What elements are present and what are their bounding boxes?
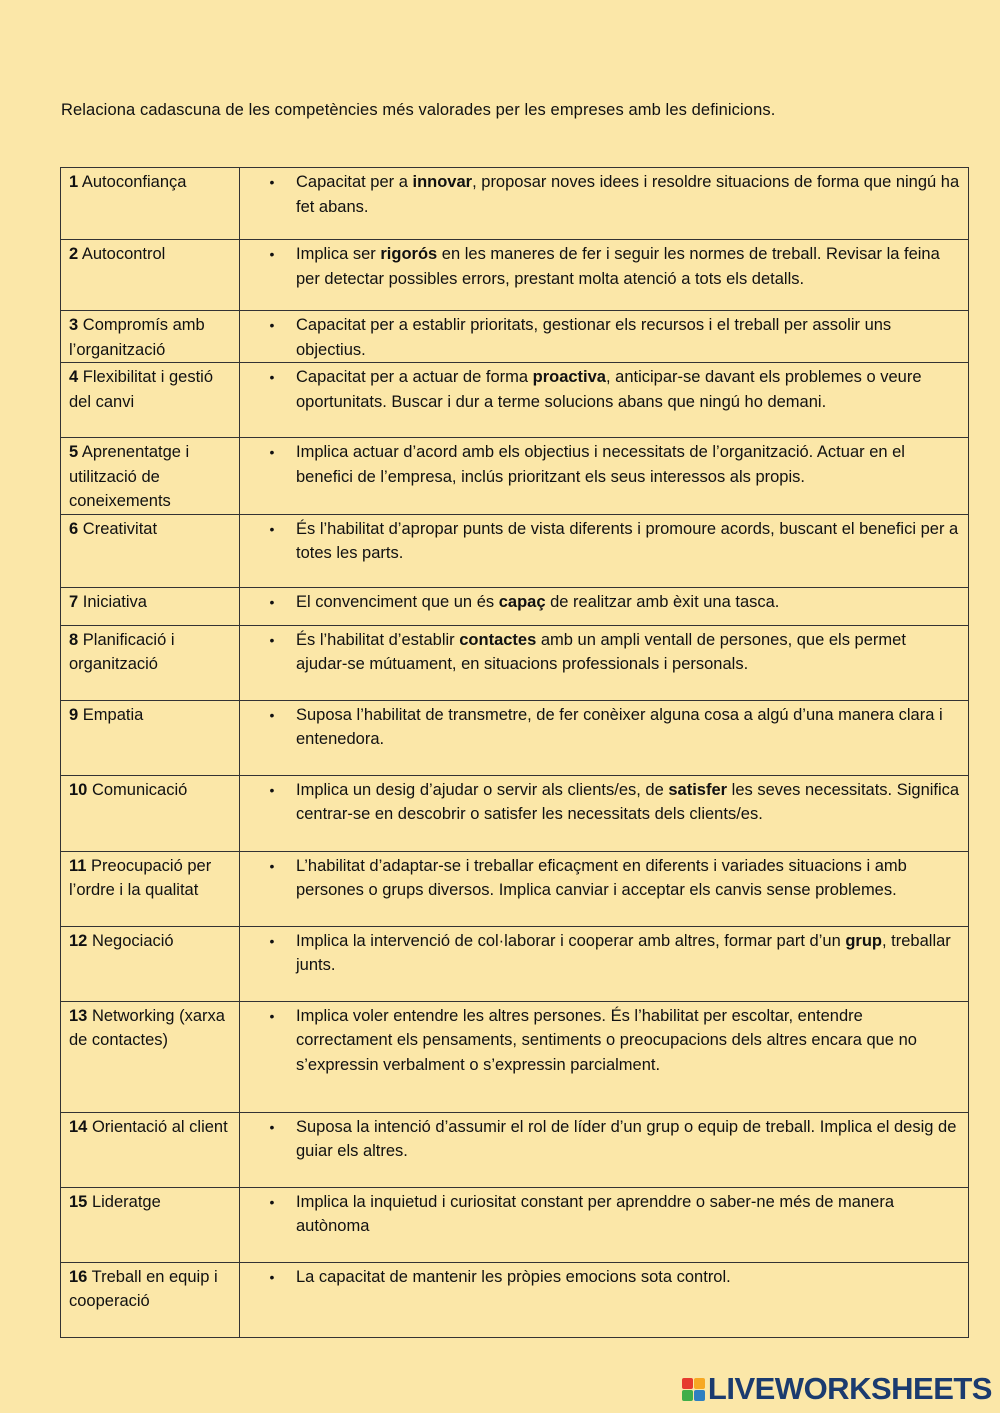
table-row (61, 1112, 969, 1187)
definition-text (296, 1115, 960, 1164)
definition-text (296, 929, 960, 978)
definition-cell (240, 311, 969, 363)
definition-text (296, 703, 960, 752)
competency-cell (61, 1112, 240, 1187)
competency-number: 16 (69, 1267, 88, 1286)
bullet-icon: • (269, 174, 275, 190)
competency-cell (61, 926, 240, 1001)
competency-name: Comunicació (91, 780, 188, 799)
competency-number: 4 (69, 368, 79, 386)
competency-name: Preocupació per l’ordre i la qualitat (69, 856, 212, 899)
table-row (61, 1262, 969, 1337)
definition-cell (240, 1112, 969, 1187)
table-row (61, 625, 969, 700)
definition-segment: les seves necessitats. Significa centrar-se en descobrir o satisfer les necessitats dels clients/es. (296, 780, 960, 823)
definition-text (296, 365, 960, 414)
definition-segment: Suposa l’habilitat de transmetre, de fer conèixer alguna cosa a algú d’una manera clara i entenedora. (296, 705, 943, 748)
definition-segment: És l’habilitat d’apropar punts de vista diferents i promoure acords, buscant el benefici per a totes les parts. (296, 519, 959, 562)
definition-keyword: capaç (498, 592, 546, 611)
competency-name: Compromís amb l’organització (69, 316, 205, 359)
table-row (61, 926, 969, 1001)
bullet-icon: • (269, 520, 275, 537)
competency-cell (61, 240, 240, 311)
competency-name: Flexibilitat i gestió del canvi (69, 368, 214, 411)
competency-number: 3 (69, 316, 79, 334)
competency-number: 1 (69, 173, 79, 191)
competency-cell (61, 168, 240, 240)
definition-segment: en les maneres de fer i seguir les normes de treball. Revisar la feina per detectar possibles errors, prestant molta atenció a tots els detalls. (296, 245, 940, 288)
definition-segment: Implica la inquietud i curiositat constant per aprenddre o saber-ne més de manera autònoma (296, 1192, 894, 1235)
definition-text (296, 313, 960, 362)
competency-name: Planificació i organització (69, 630, 175, 673)
competency-number: 9 (69, 705, 79, 724)
competency-name: Aprenentatge i utilització de coneixements (69, 443, 190, 510)
table-row (61, 775, 969, 851)
definition-segment: Capacitat per a establir prioritats, gestionar els recursos i el treball per assolir uns objectius. (296, 316, 892, 359)
definition-text (296, 440, 960, 489)
definition-keyword: innovar (412, 173, 473, 191)
instructions-text: Relaciona cadascuna de les competències més valorades per les empreses amb les definicions. (61, 101, 776, 119)
competency-name: Networking (xarxa de contactes) (69, 1006, 225, 1049)
competency-name: Lideratge (91, 1192, 161, 1211)
table-row (61, 1001, 969, 1112)
definition-cell (240, 363, 969, 438)
competency-cell (61, 363, 240, 438)
definition-cell (240, 1001, 969, 1112)
definition-segment: amb un ampli ventall de persones, que els permet ajudar-se mútuament, en situacions professionals i personals. (296, 630, 906, 673)
definition-keyword: proactiva (532, 368, 606, 386)
bullet-icon: • (269, 1118, 275, 1135)
definition-segment: Implica voler entendre les altres persones. És l’habilitat per escoltar, entendre correctament els pensaments, sentiments o preocupacions dels altres encara que no s’expressin verbalment o s’expressin parcialment. (296, 1006, 917, 1074)
definition-text (296, 242, 960, 291)
definition-cell (240, 1187, 969, 1262)
definition-text (296, 170, 960, 219)
competency-name: Negociació (91, 931, 174, 950)
competency-number: 8 (69, 630, 79, 649)
bullet-icon: • (269, 932, 275, 949)
competency-cell (61, 1001, 240, 1112)
definition-cell (240, 1262, 969, 1337)
definition-text (296, 778, 960, 827)
definition-text (296, 517, 960, 566)
competency-number: 11 (69, 856, 87, 875)
definition-keyword: contactes (459, 630, 537, 649)
competency-name: Autocontrol (81, 245, 166, 263)
definition-segment: Implica un desig d’ajudar o servir als clients/es, de (296, 780, 669, 799)
definition-cell (240, 851, 969, 926)
bullet-icon: • (269, 246, 275, 262)
competency-cell (61, 775, 240, 851)
competency-name: Creativitat (82, 519, 158, 538)
definition-segment: Implica actuar d’acord amb els objectius i necessitats de l’organització. Actuar en el benefici de l’empresa, inclús prioritzant els seus interessos als propis. (296, 443, 905, 486)
definition-text (296, 590, 960, 615)
definition-segment: Implica ser (296, 245, 381, 263)
competency-cell (61, 311, 240, 363)
table-row (61, 168, 969, 240)
table-row (61, 311, 969, 363)
competency-number: 10 (69, 780, 88, 799)
competency-name: Orientació al client (91, 1117, 228, 1136)
competencies-table (60, 167, 969, 1338)
definition-segment: , proposar noves idees i resoldre situacions de forma que ningú ha fet abans. (296, 173, 960, 216)
competency-number: 2 (69, 245, 79, 263)
bullet-icon: • (269, 857, 275, 874)
liveworksheets-logo-icon (682, 1378, 705, 1401)
competency-cell (61, 1262, 240, 1337)
definition-text (296, 1190, 960, 1239)
definition-cell (240, 625, 969, 700)
definition-segment: Implica la intervenció de col·laborar i cooperar amb altres, formar part d’un (296, 931, 846, 950)
competency-name: Treball en equip i cooperació (69, 1267, 218, 1310)
table-row (61, 1187, 969, 1262)
definition-text (296, 854, 960, 903)
competency-number: 5 (69, 443, 79, 461)
competency-cell (61, 438, 240, 515)
table-row (61, 240, 969, 311)
bullet-icon: • (269, 1007, 275, 1024)
definition-segment: L’habilitat d’adaptar-se i treballar eficaçment en diferents i variades situacions i amb persones o grups diversos. Implica canviar i acceptar els canvis sense problemes. (296, 856, 907, 899)
bullet-icon: • (269, 369, 275, 385)
definition-text (296, 628, 960, 677)
bullet-icon: • (269, 593, 275, 610)
competency-cell (61, 514, 240, 587)
definition-cell (240, 514, 969, 587)
table-row (61, 851, 969, 926)
bullet-icon: • (269, 317, 275, 333)
table-row (61, 587, 969, 625)
competency-name: Empatia (82, 705, 144, 724)
table-row (61, 363, 969, 438)
definition-segment: La capacitat de mantenir les pròpies emocions sota control. (296, 1267, 731, 1286)
table-row (61, 700, 969, 775)
bullet-icon: • (269, 781, 275, 798)
competency-cell (61, 700, 240, 775)
bullet-icon: • (269, 706, 275, 723)
definition-keyword: rigorós (380, 245, 438, 263)
bullet-icon: • (269, 444, 275, 460)
competency-number: 6 (69, 519, 79, 538)
definition-cell (240, 438, 969, 515)
competency-number: 15 (69, 1192, 88, 1211)
definition-cell (240, 926, 969, 1001)
definition-cell (240, 775, 969, 851)
competency-number: 14 (69, 1117, 88, 1136)
definition-segment: Capacitat per a actuar de forma (296, 368, 533, 386)
competency-number: 13 (69, 1006, 88, 1025)
competency-name: Iniciativa (82, 592, 147, 611)
table-row (61, 514, 969, 587)
definition-segment: de realitzar amb èxit una tasca. (545, 592, 780, 611)
liveworksheets-logo (682, 1371, 992, 1407)
definition-segment: Suposa la intenció d’assumir el rol de líder d’un grup o equip de treball. Implica el desig de guiar els altres. (296, 1117, 957, 1160)
competency-name: Autoconfiança (81, 173, 187, 191)
definition-segment: El convenciment que un és (296, 592, 499, 611)
definition-cell (240, 168, 969, 240)
table-row (61, 438, 969, 515)
definition-segment: És l’habilitat d’establir (296, 630, 460, 649)
bullet-icon: • (269, 1193, 275, 1210)
definition-keyword: satisfer (668, 780, 728, 799)
competency-number: 12 (69, 931, 88, 950)
definition-text (296, 1004, 960, 1078)
definition-cell (240, 700, 969, 775)
competency-cell (61, 1187, 240, 1262)
competency-cell (61, 625, 240, 700)
definition-segment: Capacitat per a (296, 173, 413, 191)
logo-text: LIVEWORKSHEETS (707, 1371, 992, 1406)
definition-segment: , anticipar-se davant els problemes o veure oportunitats. Buscar i dur a terme solucions abans que ningú ho demani. (296, 368, 922, 411)
definition-keyword: grup (845, 931, 882, 950)
bullet-icon: • (269, 631, 275, 648)
competency-cell (61, 851, 240, 926)
definition-text (296, 1265, 960, 1290)
competency-number: 7 (69, 592, 79, 611)
definition-cell (240, 587, 969, 625)
definition-segment: , treballar junts. (296, 931, 951, 974)
competency-cell (61, 587, 240, 625)
bullet-icon: • (269, 1268, 275, 1285)
definition-cell (240, 240, 969, 311)
